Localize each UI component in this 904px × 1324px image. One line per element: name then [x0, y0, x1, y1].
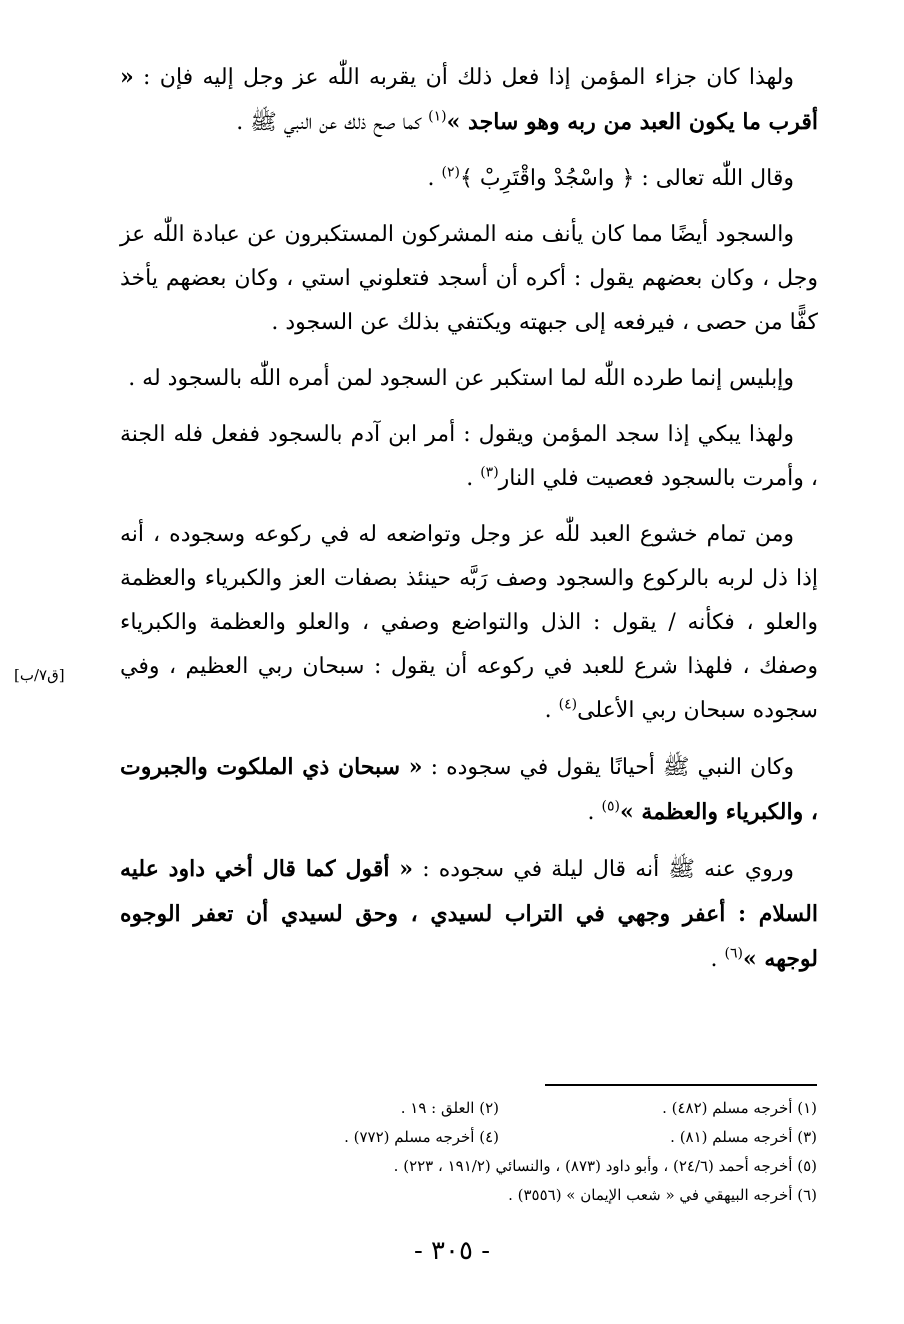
footnotes: [180, 1094, 817, 1210]
paragraph-2-tail: .: [427, 166, 442, 191]
footnote-ref-6[interactable]: (٦): [724, 945, 743, 962]
paragraph-7: [120, 745, 818, 835]
paragraph-8: [120, 847, 818, 982]
quran-verse: وقال اللّٰه تعالى : ﴿ واسْجُدْ واقْتَرِبْ ﴾: [459, 166, 794, 191]
paragraph-6-lead: ومن تمام خشوع العبد للّٰه عز وجل وتواضعه له في ركوعه وسجوده ، أنه إذا ذل لربه بالركوع والسجود وصف رَبَّه حينئذ بصفات العز والكبرياء والعظمة والعلو ، فكأنه / يقول : الذل والتواضع وصفي ، والعلو والعظمة والكبرياء وصفك ، فلهذا شرع للعبد في ركوعه أن يقول : سبحان ربي العظيم ، وفي سجوده سبحان ربي الأعلى: [120, 522, 818, 723]
paragraph-8-tail: .: [710, 947, 725, 972]
manuscript-folio-note: [ق٧/ب]: [14, 666, 65, 684]
paragraph-5: [120, 413, 818, 501]
footnote-3: (٣) أخرجه مسلم (٨١) .: [670, 1128, 817, 1146]
paragraph-7-tail: .: [587, 800, 602, 825]
paragraph-5-tail: .: [466, 466, 481, 491]
footnote-divider: [545, 1084, 817, 1086]
paragraph-1-lead: ولهذا كان جزاء المؤمن إذا فعل ذلك أن يقربه اللّٰه عز وجل إليه فإن :: [133, 65, 794, 90]
paragraph-6: [120, 513, 818, 733]
footnote-ref-1[interactable]: (١): [428, 108, 447, 125]
footnote-ref-4[interactable]: (٤): [558, 696, 578, 713]
footnote-ref-5[interactable]: (٥): [601, 798, 621, 815]
paragraph-6-tail: .: [544, 698, 559, 723]
page-number: - ٣٠٥ -: [413, 1236, 491, 1266]
footnote-1: (١) أخرجه مسلم (٤٨٢) .: [662, 1099, 817, 1117]
paragraph-5-lead: ولهذا يبكي إذا سجد المؤمن ويقول : أمر ابن آدم بالسجود ففعل فله الجنة ، وأمرت بالسجود فعصيت فلي النار: [120, 422, 818, 491]
paragraph-1-tail: كما صح ذلك عن النبي ﷺ .: [236, 110, 429, 135]
hadith-quote-1: « أقرب ما يكون العبد من ربه وهو ساجد »: [120, 64, 818, 135]
paragraph-2: [120, 157, 818, 201]
footnote-row: [180, 1094, 817, 1123]
footnote-6: (٦) أخرجه البيهقي في « شعب الإيمان » (٣٥٥٦) .: [508, 1186, 817, 1204]
footnote-ref-3[interactable]: (٣): [480, 464, 499, 481]
hadith-quote-3: « أقول كما قال أخي داود عليه السلام : أعفر وجهي في التراب لسيدي ، وحق لسيدي أن تعفر الوجوه لوجهه »: [120, 856, 818, 972]
main-text: [120, 55, 818, 994]
hadith-quote-2: « سبحان ذي الملكوت والجبروت ، والكبرياء والعظمة »: [120, 754, 818, 825]
paragraph-1: [120, 55, 818, 145]
paragraph-4: وإبليس إنما طرده اللّٰه لما استكبر عن السجود لمن أمره اللّٰه بالسجود له .: [128, 366, 794, 391]
paragraph-8-lead: وروي عنه ﷺ أنه قال ليلة في سجوده :: [413, 857, 794, 882]
footnote-5: (٥) أخرجه أحمد (٢٤/٦) ، وأبو داود (٨٧٣) ، والنسائي (١٩١/٢ ، ٢٢٣) .: [393, 1157, 817, 1175]
footnote-4: (٤) أخرجه مسلم (٧٧٢) .: [344, 1128, 499, 1146]
footnote-row: [180, 1123, 817, 1152]
footnote-2: (٢) العلق : ١٩ .: [400, 1099, 499, 1117]
footnote-ref-2[interactable]: (٢): [441, 164, 460, 181]
paragraph-7-lead: وكان النبي ﷺ أحيانًا يقول في سجوده :: [422, 755, 794, 780]
paragraph-3: والسجود أيضًا مما كان يأنف منه المشركون المستكبرون عن عبادة اللّٰه عز وجل ، وكان بعضهم يقول : أكره أن أسجد فتعلوني استي ، وكان بعضهم يأخذ كفًّا من حصى ، فيرفعه إلى جبهته ويكتفي بذلك عن السجود .: [120, 222, 818, 335]
